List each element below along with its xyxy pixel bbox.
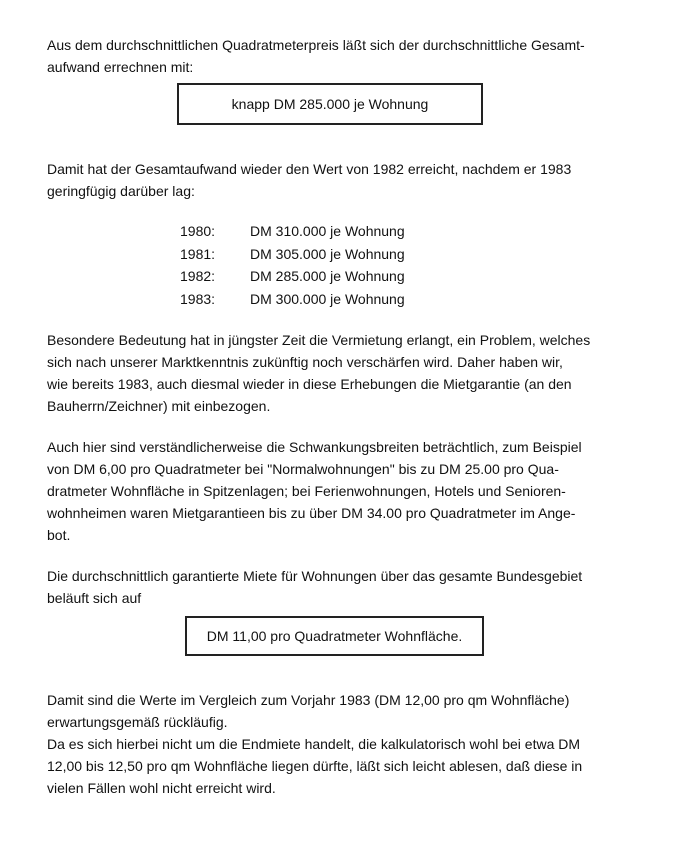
- text-line: Aus dem durchschnittlichen Quadratmeterpreis läßt sich der durchschnittliche Gesamt-: [47, 37, 585, 53]
- paragraph-vergleich-vorjahr: [47, 689, 662, 799]
- text-line: Bauherrn/Zeichner) mit einbezogen.: [47, 398, 271, 414]
- year-value: DM 300.000 je Wohnung: [250, 290, 405, 307]
- year-row: [180, 265, 405, 288]
- year-row: [180, 243, 405, 266]
- year-value-list: [180, 220, 405, 310]
- text-line: 12,00 bis 12,50 pro qm Wohnfläche liegen dürfte, läßt sich leicht ablesen, daß diese in: [47, 758, 583, 774]
- year-label: 1980:: [180, 223, 216, 239]
- paragraph-gesamtaufwand-comparison: [47, 158, 662, 202]
- text-line: wie bereits 1983, auch diesmal wieder in diese Erhebungen die Mietgarantie (an den: [47, 376, 572, 392]
- paragraph-garantierte-miete: [47, 565, 662, 609]
- year-row: [180, 220, 405, 243]
- text-line: sich nach unserer Marktkenntnis zukünftig noch verschärfen wird. Daher haben wir,: [47, 354, 563, 370]
- text-line: Damit hat der Gesamtaufwand wieder den Wert von 1982 erreicht, nachdem er 1983: [47, 161, 572, 177]
- highlight-box-miete: [185, 616, 484, 656]
- year-label: 1982:: [180, 268, 216, 284]
- text-line: beläuft sich auf: [47, 590, 142, 606]
- highlight-box-text: DM 11,00 pro Quadratmeter Wohnfläche.: [206, 628, 463, 644]
- year-label: 1983:: [180, 290, 216, 307]
- text-line: erwartungsgemäß rückläufig.: [47, 714, 228, 730]
- highlight-box-text: knapp DM 285.000 je Wohnung: [231, 96, 429, 112]
- text-line: Auch hier sind verständlicherweise die Schwankungsbreiten beträchtlich, zum Beispiel: [47, 439, 582, 455]
- text-line: aufwand errechnen mit:: [47, 59, 194, 75]
- year-label: 1981:: [180, 245, 216, 262]
- text-line: vielen Fällen wohl nicht erreicht wird.: [47, 780, 276, 796]
- text-line: wohnheimen waren Mietgarantieen bis zu über DM 34.00 pro Quadratmeter im Ange-: [47, 505, 576, 521]
- year-value: DM 305.000 je Wohnung: [250, 245, 405, 262]
- text-line: Besondere Bedeutung hat in jüngster Zeit die Vermietung erlangt, ein Problem, welches: [47, 332, 591, 348]
- text-line: Damit sind die Werte im Vergleich zum Vorjahr 1983 (DM 12,00 pro qm Wohnfläche): [47, 692, 570, 708]
- text-line: dratmeter Wohnfläche in Spitzenlagen; bei Ferienwohnungen, Hotels und Senioren-: [47, 483, 566, 499]
- paragraph-gesamtaufwand-intro: [47, 34, 662, 78]
- paragraph-schwankungsbreiten: [47, 436, 662, 546]
- year-value: DM 285.000 je Wohnung: [250, 268, 405, 284]
- year-value: DM 310.000 je Wohnung: [250, 223, 405, 239]
- text-line: bot.: [47, 527, 71, 543]
- year-row: [180, 288, 405, 311]
- highlight-box-gesamtaufwand: [177, 83, 483, 125]
- text-line: geringfügig darüber lag:: [47, 183, 195, 199]
- text-line: Da es sich hierbei nicht um die Endmiete handelt, die kalkulatorisch wohl bei etwa DM: [47, 736, 581, 752]
- paragraph-vermietung: [47, 329, 662, 417]
- text-line: von DM 6,00 pro Quadratmeter bei "Normalwohnungen" bis zu DM 25.00 pro Qua-: [47, 461, 559, 477]
- text-line: Die durchschnittlich garantierte Miete für Wohnungen über das gesamte Bundesgebiet: [47, 568, 583, 584]
